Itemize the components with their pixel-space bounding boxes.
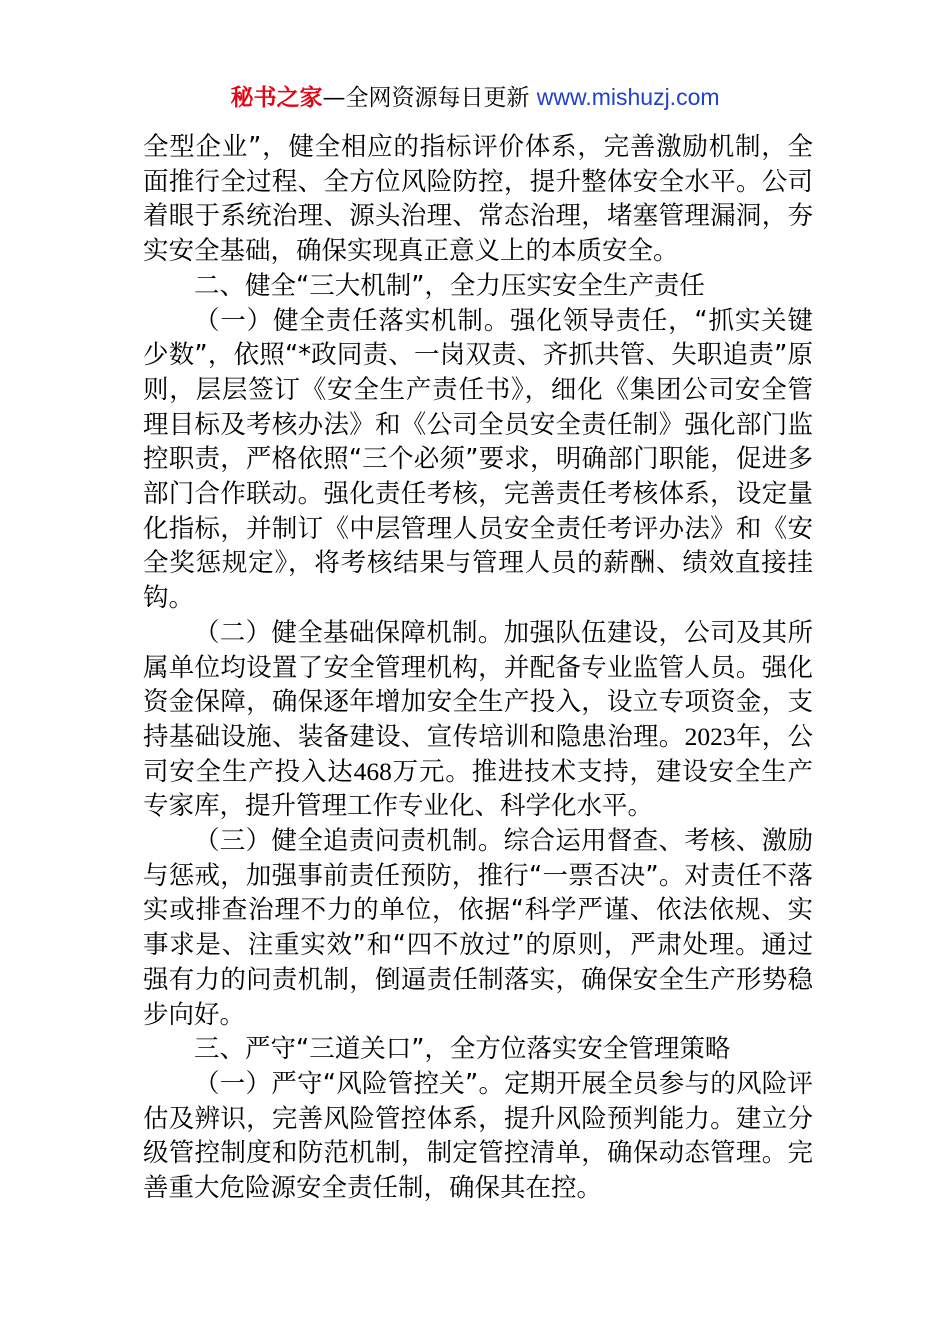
header-tagline: 全网资源每日更新 [345,85,530,111]
section-heading-3: 三、严守“三道关口”，全方位落实安全管理策略 [194,1034,731,1065]
support-text-a: （二）健全基础保障机制。加强队伍建设，公司及其所属单位均设置了安全管理机构，并配备专业监管人员。强化资金保障，确保逐年增加安全生产投入，设立专项资金，支持基础设施、装备建设、宣传培训和隐患治理。 [143,617,813,752]
paragraph-intro-continued: 全型企业”，健全相应的指标评价体系，完善激励机制，全面推行全过程、全方位风险防控，提升整体安全水平。公司着眼于系统治理、源头治理、常态治理，堵塞管理漏洞，夯实安全基础，确保实现真正意义上的本质安全。 [143,132,813,267]
year-value: 2023 [684,721,736,751]
page-header [0,80,950,115]
investment-amount: 468 [353,756,392,786]
header-url-link[interactable]: www.mishuzj.com [536,84,720,110]
paragraph-support-mechanism [143,616,813,824]
section-heading-2: 二、健全“三大机制”，全力压实安全生产责任 [194,270,705,301]
brand-name: 秘书之家 [230,85,323,111]
paragraph-responsibility-mechanism: （一）健全责任落实机制。强化领导责任，“抓实关键少数”，依照“*政同责、一岗双责、齐抓共管、失职追责”原则，层层签订《安全生产责任书》，细化《集团公司安全管理目标及考核办法》和《公司全员安全责任制》强化部门监控职责，严格依照“三个必须”要求，明确部门职能，促进多部门合作联动。强化责任考核，完善责任考核体系，设定量化指标，并制订《中层管理人员安全责任考评办法》和《安全奖惩规定》，将考核结果与管理人员的薪酬、绩效直接挂钩。 [143,305,813,614]
paragraph-risk-control: （一）严守“风险管控关”。定期开展全员参与的风险评估及辨识，完善风险管控体系，提升风险预判能力。建立分级管控制度和防范机制，制定管控清单，确保动态管理。完善重大危险源安全责任制，确保其在控。 [143,1068,813,1204]
support-text-b: 年，公司安全生产投入达 [143,721,813,787]
support-text-c: 万元。推进技术支持，建设安全生产专家库，提升管理工作专业化、科学化水平。 [143,756,813,822]
paragraph-accountability-mechanism: （三）健全追责问责机制。综合运用督查、考核、激励与惩戒，加强事前责任预防，推行“一票否决”。对责任不落实或排查治理不力的单位，依据“科学严谨、依法依规、实事求是、注重实效”和“四不放过”的原则，严肃处理。通过强有力的问责机制，倒逼责任制落实，确保安全生产形势稳步向好。 [143,826,813,1030]
document-body [143,130,813,1206]
header-separator: — [322,85,346,111]
